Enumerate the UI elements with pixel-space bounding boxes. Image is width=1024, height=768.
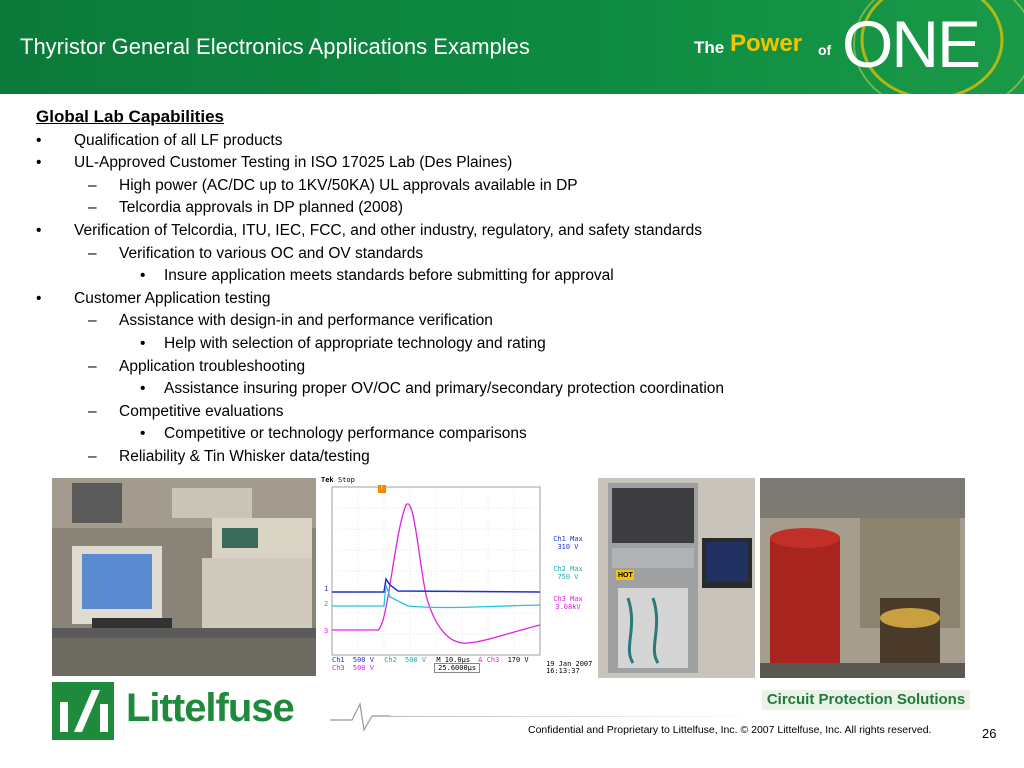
scope-marker-trigger: T	[380, 484, 384, 491]
scope-trigger-source: A Ch3	[478, 656, 500, 664]
bullet-marker: •	[140, 425, 146, 443]
scope-marker-1: 1	[324, 585, 329, 593]
ch1-max-value: 310 V	[557, 543, 579, 551]
scope-bottom-row-2	[332, 664, 480, 672]
bullet-marker: •	[36, 131, 42, 149]
scope-ch1-scale: 500 V	[352, 656, 374, 664]
scope-horizontal-position: 25.6000µs	[434, 663, 480, 673]
scope-state: Stop	[338, 476, 355, 484]
bullet-marker: •	[36, 154, 42, 172]
bullet-marker: •	[36, 289, 42, 307]
littelfuse-wordmark: Littelfuse	[126, 686, 294, 730]
littelfuse-emblem-icon	[52, 682, 116, 740]
ch2-max-value: 750 V	[557, 573, 579, 581]
oscilloscope-screenshot	[318, 475, 594, 680]
bullet-marker: –	[88, 357, 97, 375]
scope-ch3-label: Ch3	[332, 664, 345, 672]
brand-of: of	[818, 42, 832, 58]
bullet-item-level-2	[36, 310, 996, 333]
bullet-text: Verification of Telcordia, ITU, IEC, FCC, and other industry, regulatory, and safety standards	[74, 221, 703, 239]
confidential-footer: Confidential and Proprietary to Littelfuse, Inc. © 2007 Littelfuse, Inc. All rights reserved.	[528, 724, 932, 736]
footer-divider	[380, 716, 760, 717]
bullet-marker: •	[140, 380, 146, 398]
scope-ch2-scale: 500 V	[405, 656, 427, 664]
bullet-marker: –	[88, 199, 97, 217]
bullet-marker: –	[88, 176, 97, 194]
bullet-marker: –	[88, 447, 97, 465]
scope-date: 19 Jan 2007	[546, 660, 593, 668]
bullet-item-level-3	[36, 333, 996, 356]
bullet-item-level-1	[36, 152, 996, 175]
bullet-marker: –	[88, 244, 97, 262]
scope-marker-3: 3	[324, 627, 329, 635]
bullet-text: Verification to various OC and OV standards	[119, 244, 424, 262]
bullet-item-level-2	[36, 356, 996, 379]
bullet-list	[36, 130, 996, 469]
bullet-text: Customer Application testing	[74, 289, 271, 307]
ch3-max-label: Ch3 Max	[553, 595, 583, 603]
slide-header	[0, 0, 1024, 94]
scope-trigger-level: 170 V	[507, 656, 529, 664]
brand-the: The	[694, 38, 725, 57]
scope-timestamp	[546, 661, 592, 675]
bullet-text: Competitive or technology performance comparisons	[164, 425, 527, 443]
brand-one: ONE	[842, 7, 980, 81]
bullet-marker: •	[36, 221, 42, 239]
scope-brand: Tek	[321, 476, 334, 484]
bullet-item-level-2	[36, 197, 996, 220]
slide-body	[36, 106, 996, 469]
section-heading: Global Lab Capabilities	[36, 107, 224, 126]
circuit-protection-solutions-tag: Circuit Protection Solutions	[762, 690, 970, 710]
bullet-marker: •	[140, 267, 146, 285]
bullet-item-level-2	[36, 175, 996, 198]
bullet-item-level-2	[36, 401, 996, 424]
bullet-item-level-1	[36, 288, 996, 311]
scope-bottom-row-1	[332, 656, 529, 664]
littelfuse-logo	[52, 680, 322, 742]
ch1-max-label: Ch1 Max	[553, 535, 583, 543]
bullet-marker: –	[88, 312, 97, 330]
bullet-item-level-1	[36, 130, 996, 153]
brand-power: Power	[730, 30, 803, 57]
bullet-marker: •	[140, 334, 146, 352]
bullet-text: Help with selection of appropriate technology and rating	[164, 334, 546, 352]
bullet-item-level-2	[36, 446, 996, 469]
scope-ch1-label: Ch1	[332, 656, 345, 664]
bullet-item-level-3	[36, 378, 996, 401]
page-number: 26	[982, 726, 997, 741]
bullet-text: Qualification of all LF products	[74, 131, 283, 149]
bullet-text: Telcordia approvals in DP planned (2008)	[119, 199, 404, 217]
bullet-text: Application troubleshooting	[119, 357, 306, 375]
slide-title: Thyristor General Electronics Applications Examples	[20, 34, 530, 59]
hot-warning-label: HOT	[618, 572, 633, 579]
lab-bench-photo	[52, 478, 316, 676]
bullet-text: Assistance with design-in and performance verification	[119, 312, 493, 330]
bullet-item-level-1	[36, 220, 996, 243]
high-power-lab-image	[760, 478, 965, 678]
bullet-text: Insure application meets standards before submitting for approval	[164, 267, 614, 285]
power-of-one-brand	[694, 0, 1024, 94]
bullet-item-level-2	[36, 243, 996, 266]
scope-timebase: M 10.0µs	[436, 656, 471, 664]
bullet-text: Reliability & Tin Whisker data/testing	[119, 447, 370, 465]
bullet-text: UL-Approved Customer Testing in ISO 17025 Lab (Des Plaines)	[74, 154, 513, 172]
ch3-max-value: 3.08kV	[555, 603, 581, 611]
ch2-max-label: Ch2 Max	[553, 565, 583, 573]
scope-ch2-label: Ch2	[384, 656, 397, 664]
bullet-marker: –	[88, 402, 97, 420]
lightning-signature-icon	[330, 694, 390, 734]
bullet-item-level-3	[36, 265, 996, 288]
lab-bench-image	[52, 478, 316, 676]
bullet-text: Competitive evaluations	[119, 402, 284, 420]
bullet-text: Assistance insuring proper OV/OC and primary/secondary protection coordination	[164, 380, 724, 398]
scope-ch3-scale: 500 V	[352, 664, 374, 672]
scope-marker-2: 2	[324, 600, 329, 608]
bullet-text: High power (AC/DC up to 1KV/50KA) UL approvals available in DP	[119, 176, 578, 194]
test-rack-photo	[598, 478, 755, 678]
high-power-lab-photo	[760, 478, 965, 678]
bullet-item-level-3	[36, 423, 996, 446]
scope-time: 16:13:37	[546, 667, 580, 675]
